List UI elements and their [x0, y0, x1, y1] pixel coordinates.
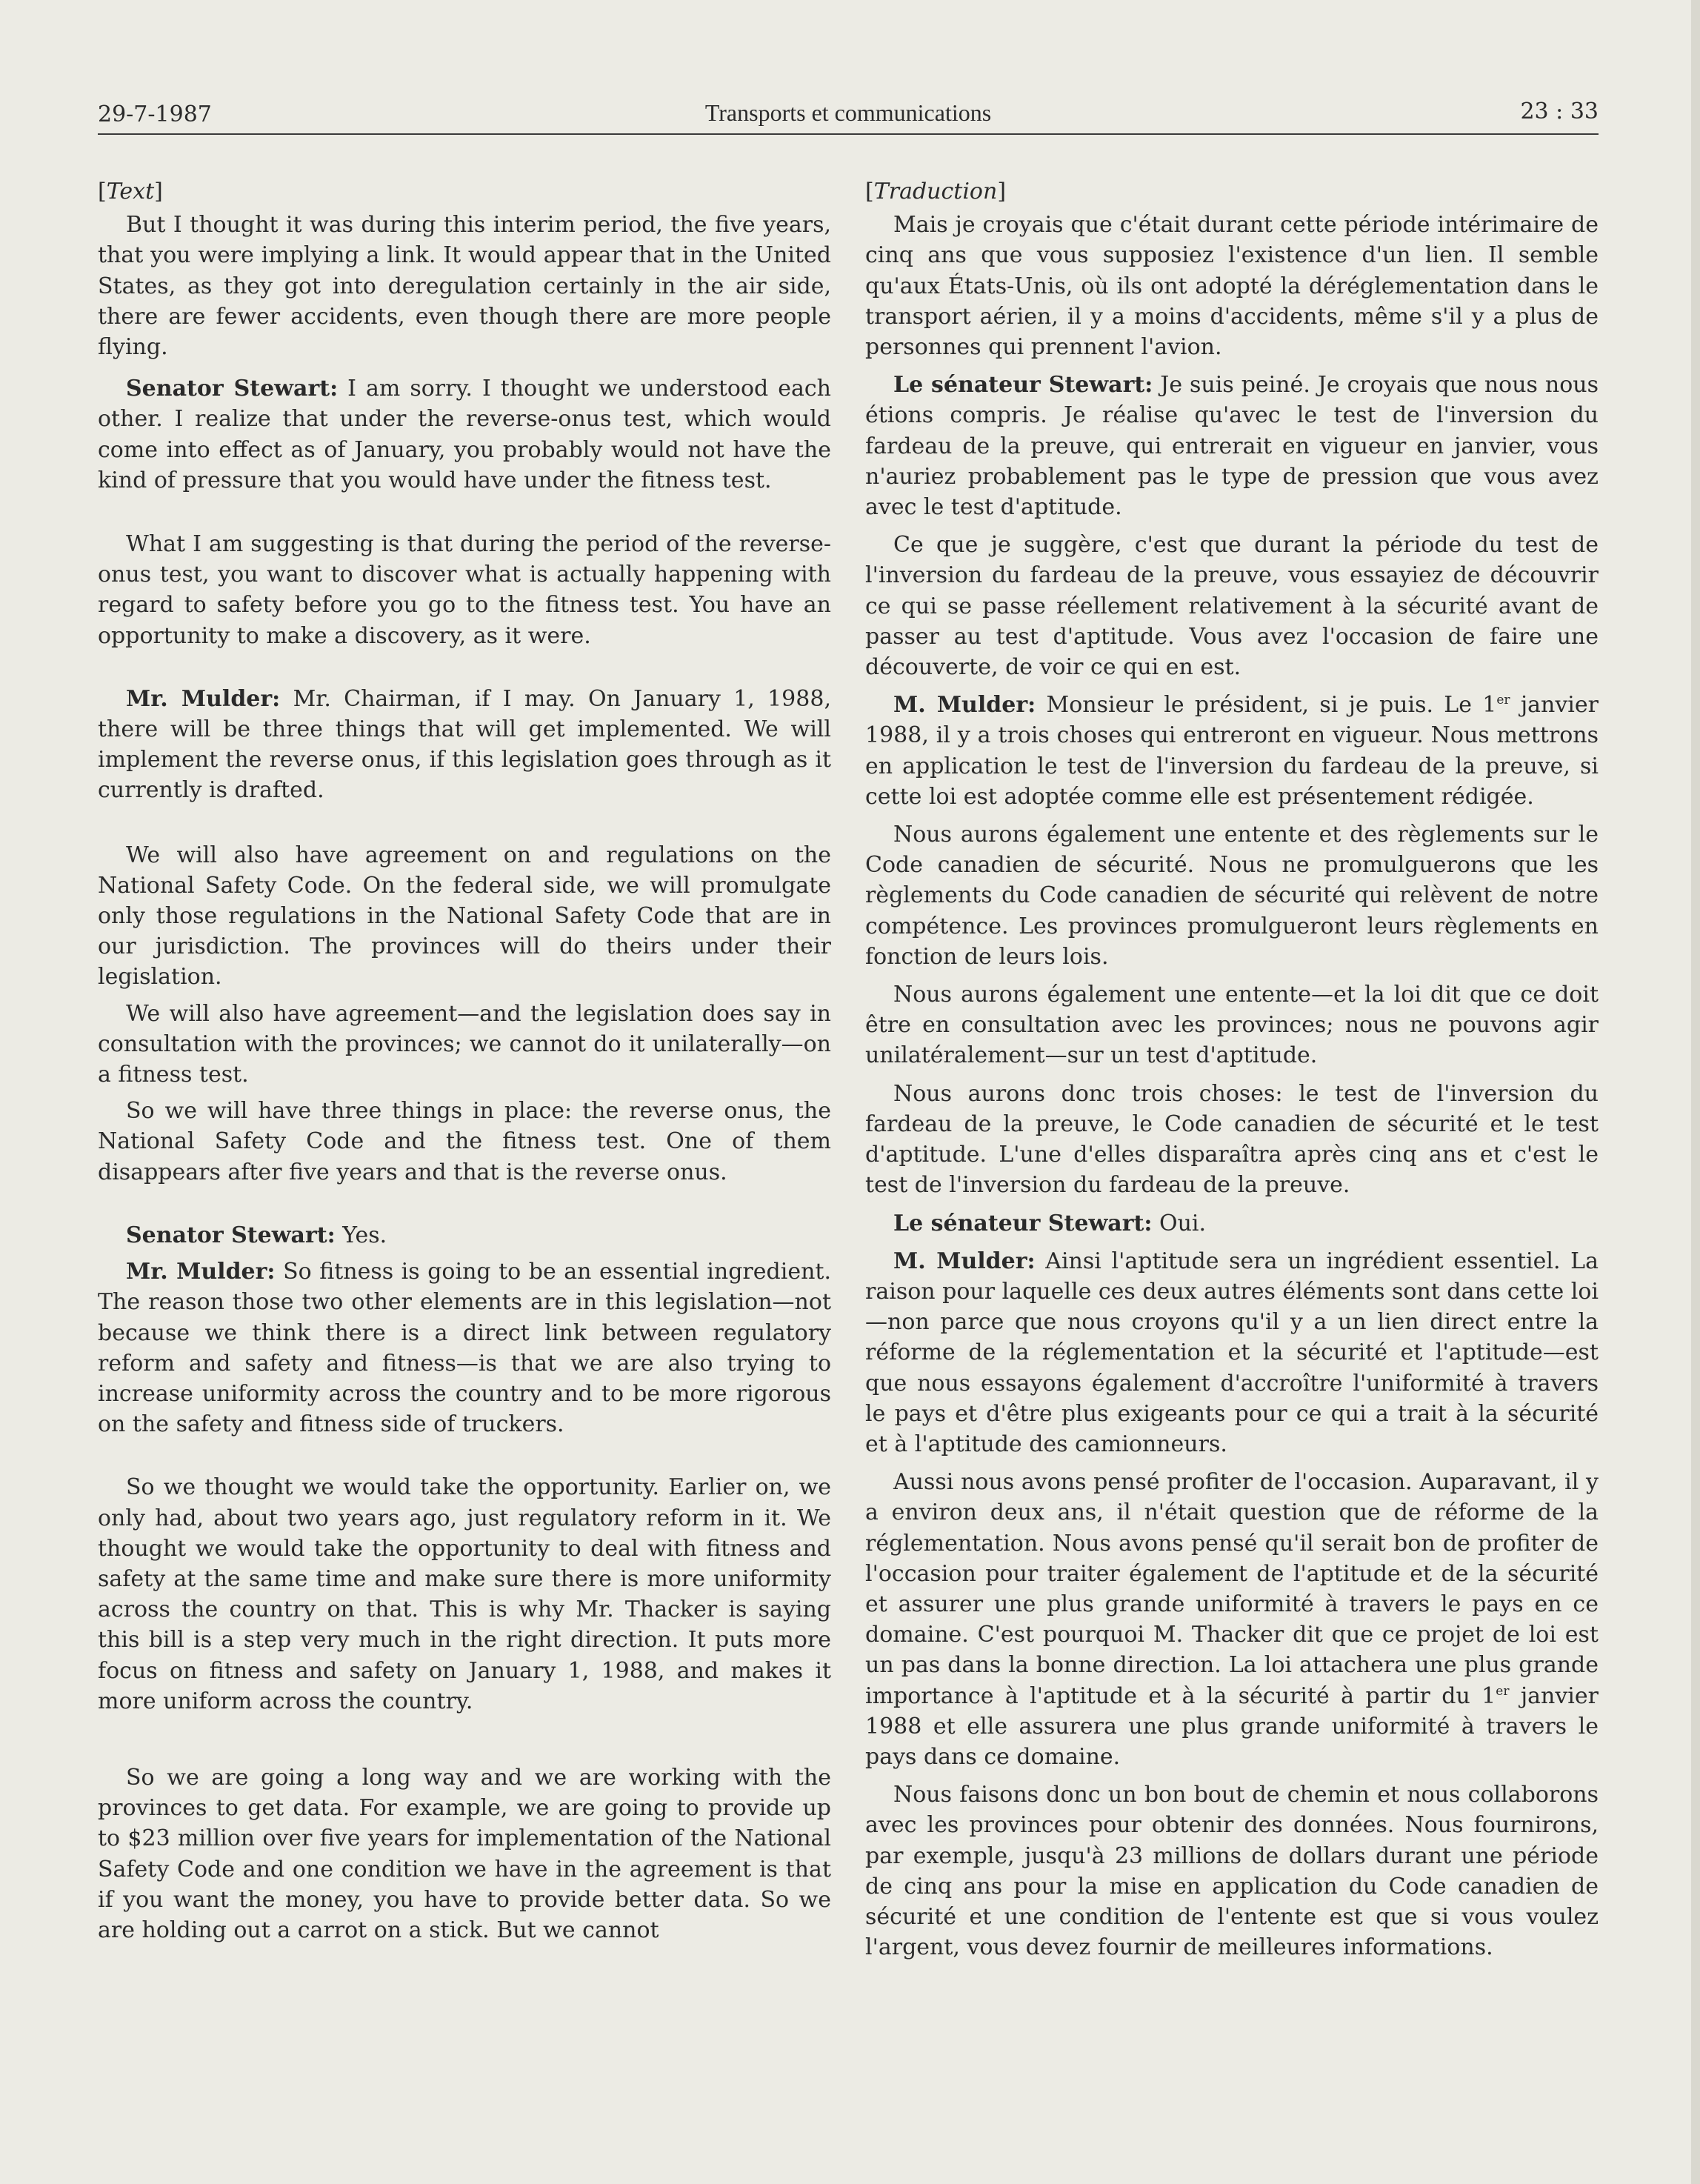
french-column: [865, 176, 1599, 1962]
paragraph: Mr. Mulder: Mr. Chairman, if I may. On January 1, 1988, there will be three things that will get implemented. We will implement the reverse onus, if this legislation goes through as it currently is drafted.: [98, 685, 831, 804]
paragraph: Aussi nous avons pensé profiter de l'occasion. Auparavant, il y a environ deux ans, il n'était question que de réforme de la réglementation. Nous avons pensé qu'il serait bon de profiter de l'occasion pour traiter également de l'aptitude et de la sécurité et assurer une plus grande uniformité à travers le pays en ce domaine. C'est pourquoi M. Thacker dit que ce projet de loi est un pas dans la bonne direction. La loi attachera une plus grande importance à l'aptitude et à la sécurité à partir du 1er janvier 1988 et elle assurera une plus grande uniformité à travers le pays dans ce domaine.: [865, 1469, 1599, 1770]
paragraph: But I thought it was during this interim period, the five years, that you were implying a link. It would appear that in the United States, as they got into deregulation certainly in the air side, there are fewer accidents, even though there are more people flying.: [98, 212, 831, 361]
speaker-name: Senator Stewart:: [126, 1222, 336, 1248]
paragraph: Nous aurons également une entente—et la loi dit que ce doit être en consultation avec les provinces; nous ne pouvons agir unilatéralement—sur un test d'aptitude.: [865, 982, 1599, 1069]
paragraph: Senator Stewart: I am sorry. I thought we understood each other. I realize that under the reverse-onus test, which would come into effect as of January, you probably would not have the kind of pressure that you would have under the fitness test.: [98, 376, 831, 493]
speaker-name: Senator Stewart:: [126, 376, 339, 402]
paragraph: So we thought we would take the opportunity. Earlier on, we only had, about two years ago, just regulatory reform in it. We thought we would take the opportunity to deal with fitness and safety at the same time and make sure there is more uniformity across the country on that. This is why Mr. Thacker is saying this bill is a step very much in the right direction. It puts more focus on fitness and safety on January 1, 1988, and makes it more uniform across the country.: [98, 1474, 831, 1714]
paragraph: Le sénateur Stewart: Je suis peiné. Je croyais que nous nous étions compris. Je réalise qu'avec le test de l'inversion du fardeau de la preuve, qui entrerait en vigueur en janvier, vous n'auriez probablement pas le type de pression que vous avez avec le test d'aptitude.: [865, 372, 1599, 521]
speaker-name: Le sénateur Stewart:: [893, 1210, 1153, 1236]
speaker-name: Mr. Mulder:: [126, 1259, 276, 1285]
page-edge-shadow: [1691, 0, 1700, 2184]
paragraph: So we will have three things in place: the reverse onus, the National Safety Code and the fitness test. One of them disappears after five years and that is the reverse onus.: [98, 1098, 831, 1185]
header-date: 29-7-1987: [98, 101, 212, 127]
paragraph: We will also have agreement on and regulations on the National Safety Code. On the federal side, we will promulgate only those regulations in the National Safety Code that are in our jurisdiction. The provinces will do theirs under their legislation.: [98, 842, 831, 991]
language-tag: [Traduction]: [865, 179, 1007, 204]
paragraph: M. Mulder: Monsieur le président, si je puis. Le 1er janvier 1988, il y a trois choses qui entreront en vigueur. Nous mettrons en application le test de l'inversion du fardeau de la preuve, si cette loi est adoptée comme elle est présentement rédigée.: [865, 692, 1599, 810]
paragraph: So we are going a long way and we are working with the provinces to get data. For example, we are going to provide up to $23 million over five years for implementation of the National Safety Code and one condition we have in the agreement is that if you want the money, you have to provide better data. So we are holding out a carrot on a stick. But we cannot: [98, 1764, 831, 1943]
paragraph: Ce que je suggère, c'est que durant la période du test de l'inversion du fardeau de la preuve, vous essayiez de découvrir ce qui se passe réellement relativement à la sécurité avant de passer au test d'aptitude. Vous avez l'occasion de faire une découverte, de voir ce qui en est.: [865, 532, 1599, 681]
header-page-number: 23 : 33: [1520, 99, 1599, 124]
header-title: Transports et communications: [704, 99, 992, 126]
paragraph: We will also have agreement—and the legislation does say in consultation with the provinces; we cannot do it unilaterally—on a fitness test.: [98, 1000, 831, 1088]
paragraph: Nous aurons également une entente et des règlements sur le Code canadien de sécurité. Nous ne promulguerons que les règlements du Code canadien de sécurité qui relèvent de notre compétence. Les provinces promulgueront leurs règlements en fonction de leurs lois.: [865, 822, 1599, 970]
language-tag: [Text]: [98, 179, 163, 204]
paragraph: Senator Stewart: Yes.: [126, 1222, 387, 1248]
paragraph: Mr. Mulder: So fitness is going to be an essential ingredient. The reason those two other elements are in this legislation—not because we think there is a direct link between regulatory reform and safety and fitness—is that we are also trying to increase uniformity across the country and to be more rigorous on the safety and fitness side of truckers.: [98, 1259, 831, 1438]
speaker-name: Le sénateur Stewart:: [893, 372, 1153, 399]
paragraph: Nous faisons donc un bon bout de chemin et nous collaborons avec les provinces pour obtenir des données. Nous fournirons, par exemple, jusqu'à 23 millions de dollars durant une période de cinq ans pour la mise en application du Code canadien de sécurité et une condition de l'entente est que si vous voulez l'argent, vous devez fournir de meilleures informations.: [865, 1782, 1599, 1961]
paragraph: Mais je croyais que c'était durant cette période intérimaire de cinq ans que vous supposiez l'existence d'un lien. Il semble qu'aux États-Unis, où ils ont adopté la déréglementation dans le transport aérien, il y a moins d'accidents, même s'il y a plus de personnes qui prennent l'avion.: [865, 212, 1599, 361]
speaker-name: M. Mulder:: [893, 692, 1036, 719]
paragraph: Le sénateur Stewart: Oui.: [893, 1210, 1207, 1236]
english-column: [98, 176, 831, 1945]
paragraph: M. Mulder: Ainsi l'aptitude sera un ingrédient essentiel. La raison pour laquelle ces deux autres éléments sont dans cette loi—non parce que nous croyons qu'il y a un lien direct entre la réforme de la réglementation et la sécurité et l'aptitude—est que nous essayons également d'accroître l'uniformité à travers le pays et d'être plus exigeants pour ce qui a trait à la sécurité et à l'aptitude des camionneurs.: [865, 1248, 1599, 1457]
running-header: [98, 101, 1599, 135]
speaker-name: Mr. Mulder:: [126, 685, 281, 712]
paragraph: What I am suggesting is that during the period of the reverse-onus test, you want to discover what is actually happening with regard to safety before you go to the fitness test. You have an opportunity to make a discovery, as it were.: [98, 531, 831, 649]
paragraph: Nous aurons donc trois choses: le test de l'inversion du fardeau de la preuve, le Code canadien de sécurité et le test d'aptitude. L'une d'elles disparaîtra après cinq ans et c'est le test de l'inversion du fardeau de la preuve.: [865, 1080, 1599, 1199]
speaker-name: M. Mulder:: [893, 1248, 1036, 1274]
